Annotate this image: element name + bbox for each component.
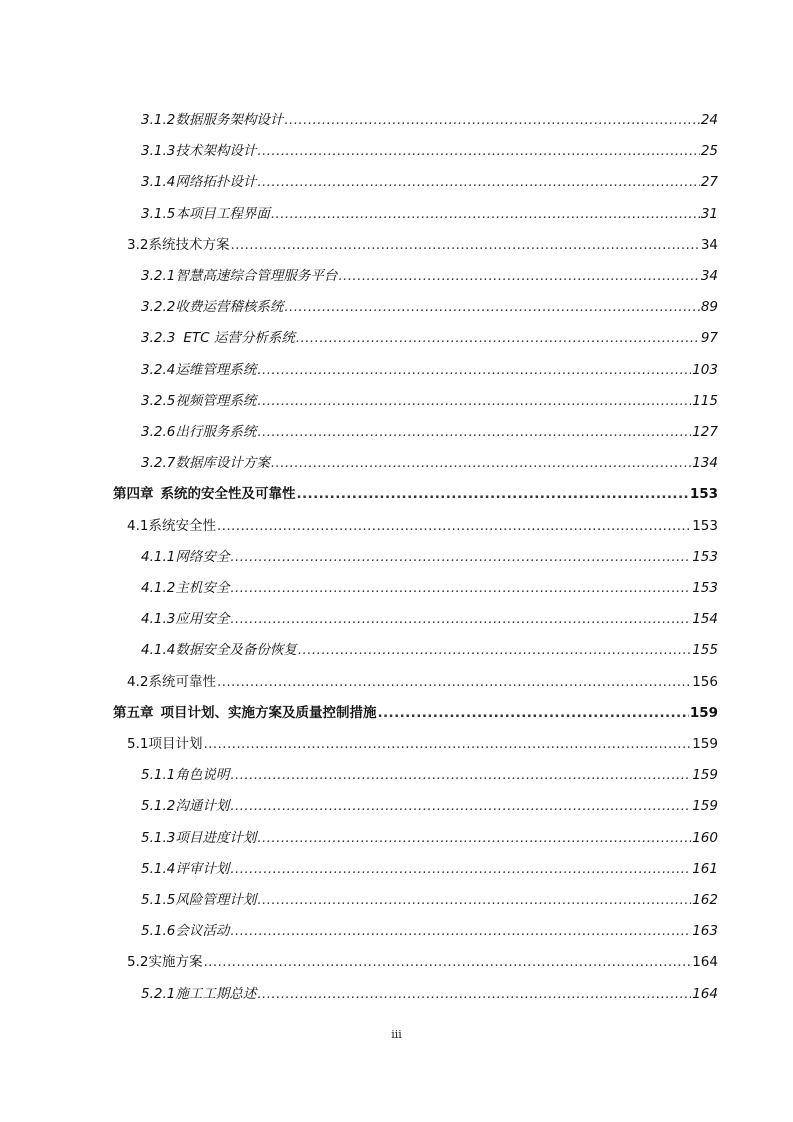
toc-title: 沟通计划 [175, 798, 230, 814]
toc-leader [203, 951, 691, 973]
toc-page: 97 [700, 330, 718, 346]
toc-leader [298, 639, 691, 661]
toc-leader [257, 827, 691, 849]
toc-page: 89 [700, 299, 718, 315]
toc-entry[interactable] [141, 827, 718, 849]
toc-number: 3.2.7 [141, 455, 176, 471]
toc-number: 3.2 [127, 237, 149, 253]
toc-number: 4.2 [127, 674, 149, 690]
toc-entry[interactable] [141, 889, 718, 911]
toc-page: 156 [692, 674, 718, 690]
toc-leader [257, 421, 691, 443]
toc-page: 153 [692, 580, 718, 596]
toc-entry[interactable] [141, 359, 718, 381]
toc-page: 159 [692, 767, 718, 783]
toc-title: 系统可靠性 [148, 674, 216, 690]
toc-entry[interactable] [141, 390, 718, 412]
toc-entry[interactable] [127, 671, 718, 693]
toc-leader [297, 483, 689, 505]
toc-title: 出行服务系统 [175, 424, 257, 440]
toc-leader [257, 983, 691, 1005]
toc-leader [217, 671, 691, 693]
toc-leader [257, 171, 699, 193]
toc-leader [271, 452, 691, 474]
toc-page: 127 [692, 424, 718, 440]
toc-page: 25 [700, 143, 718, 159]
toc-number: 5.1.4 [141, 861, 176, 877]
toc-leader [230, 234, 699, 256]
toc-number: 5.1.5 [141, 892, 176, 908]
toc-page: 160 [692, 830, 718, 846]
toc-number: 5.1.2 [141, 798, 176, 814]
toc-number: 3.2.5 [141, 393, 176, 409]
toc-page: 24 [700, 112, 718, 128]
toc-page: 163 [692, 923, 718, 939]
toc-number: 5.2.1 [141, 986, 176, 1002]
toc-title: 数据库设计方案 [175, 455, 270, 471]
page-number: iii [391, 1028, 402, 1041]
toc-entry[interactable] [127, 951, 718, 973]
toc-page: 159 [692, 736, 718, 752]
toc-page: 159 [692, 798, 718, 814]
toc-title: 视频管理系统 [175, 393, 257, 409]
toc-entry[interactable] [141, 203, 718, 225]
toc-entry[interactable] [141, 140, 718, 162]
toc-number: 3.1.2 [141, 112, 176, 128]
toc-entry[interactable] [141, 452, 718, 474]
toc-leader [257, 390, 691, 412]
toc-title: 运维管理系统 [175, 362, 257, 378]
toc-page: 162 [692, 892, 718, 908]
toc-entry[interactable] [141, 171, 718, 193]
toc-title: 网络拓扑设计 [175, 174, 257, 190]
toc-page: 164 [692, 954, 718, 970]
toc-leader [230, 608, 691, 630]
toc-leader [203, 733, 691, 755]
toc-entry[interactable] [141, 608, 718, 630]
toc-leader [230, 858, 691, 880]
toc-number: 3.1.4 [141, 174, 176, 190]
toc-number: 3.1.3 [141, 143, 176, 159]
toc-entry[interactable] [141, 983, 718, 1005]
toc-page: 154 [692, 611, 718, 627]
toc-page: 34 [700, 237, 718, 253]
toc-number: 5.2 [127, 954, 149, 970]
toc-number: 5.1.6 [141, 923, 176, 939]
toc-number: 5.1 [127, 736, 149, 752]
toc-title: 会议活动 [175, 923, 230, 939]
toc-entry[interactable] [141, 764, 718, 786]
toc-number: 3.1.5 [141, 206, 176, 222]
toc-number: 第五章 [113, 705, 154, 721]
toc-page: 34 [700, 268, 718, 284]
toc-entry[interactable] [127, 234, 718, 256]
toc-leader [257, 140, 699, 162]
toc-entry[interactable] [141, 920, 718, 942]
toc-title: 系统技术方案 [148, 237, 230, 253]
toc-number: 3.2.1 [141, 268, 176, 284]
toc-number: 5.1.3 [141, 830, 176, 846]
toc-entry[interactable] [141, 795, 718, 817]
toc-entry[interactable] [141, 421, 718, 443]
toc-number: 4.1.2 [141, 580, 176, 596]
toc-entry[interactable] [127, 515, 718, 537]
toc-leader [338, 265, 699, 287]
toc-number: 4.1.3 [141, 611, 176, 627]
toc-number: 3.2.6 [141, 424, 176, 440]
toc-page: 153 [692, 518, 718, 534]
toc-title: 系统安全性 [148, 518, 216, 534]
toc-title: 项目计划 [148, 736, 203, 752]
toc-title: 应用安全 [175, 611, 230, 627]
toc-leader [296, 327, 700, 349]
toc-leader [257, 889, 691, 911]
toc-number: 3.2.2 [141, 299, 176, 315]
toc-title: 网络安全 [175, 549, 230, 565]
toc-entry[interactable] [141, 109, 718, 131]
toc-leader [230, 577, 691, 599]
toc-entry[interactable] [141, 858, 718, 880]
toc-title: 数据安全及备份恢复 [175, 642, 297, 658]
toc-leader [230, 920, 691, 942]
toc-leader [257, 359, 691, 381]
toc-entry[interactable] [141, 639, 718, 661]
toc-title: 数据服务架构设计 [175, 112, 284, 128]
toc-page: 27 [700, 174, 718, 190]
toc-page: 161 [692, 861, 718, 877]
toc-leader [271, 203, 700, 225]
toc-page: 153 [692, 549, 718, 565]
toc-page: 115 [692, 393, 718, 409]
toc-number: 4.1.4 [141, 642, 176, 658]
toc-leader [217, 515, 691, 537]
toc-leader [230, 764, 691, 786]
toc-leader [378, 702, 689, 724]
toc-title: 风险管理计划 [175, 892, 257, 908]
toc-title: 施工工期总述 [175, 986, 257, 1002]
toc-title: 本项目工程界面 [175, 206, 270, 222]
toc-title: 系统的安全性及可靠性 [160, 486, 296, 502]
toc-page: 153 [689, 486, 718, 502]
toc-entry[interactable] [141, 296, 718, 318]
toc-page: 31 [700, 206, 718, 222]
toc-title: ETC 运营分析系统 [183, 330, 295, 346]
toc-leader [230, 795, 691, 817]
toc-leader [284, 109, 699, 131]
toc-chapter-entry[interactable] [113, 702, 718, 724]
toc-leader [230, 546, 691, 568]
toc-title: 收费运营稽核系统 [175, 299, 284, 315]
toc-title: 智慧高速综合管理服务平台 [175, 268, 338, 284]
toc-page: 155 [692, 642, 718, 658]
toc-title: 技术架构设计 [175, 143, 257, 159]
toc-entry[interactable] [141, 577, 718, 599]
toc-title: 项目计划、实施方案及质量控制措施 [160, 705, 377, 721]
toc-title: 角色说明 [175, 767, 230, 783]
toc-page: 159 [689, 705, 718, 721]
toc-chapter-entry[interactable] [113, 483, 718, 505]
toc-entry[interactable] [141, 327, 718, 349]
toc-number: 3.2.4 [141, 362, 176, 378]
toc-number: 5.1.1 [141, 767, 176, 783]
toc-number: 3.2.3 [141, 330, 176, 346]
toc-title: 实施方案 [148, 954, 203, 970]
toc-page: 164 [692, 986, 718, 1002]
toc-leader [284, 296, 699, 318]
toc-entry[interactable] [141, 265, 718, 287]
toc-entry[interactable] [141, 546, 718, 568]
toc-number: 4.1.1 [141, 549, 176, 565]
toc-title: 主机安全 [175, 580, 230, 596]
toc-page: 134 [692, 455, 718, 471]
toc-title: 评审计划 [175, 861, 230, 877]
toc-title: 项目进度计划 [175, 830, 257, 846]
toc-number: 第四章 [113, 486, 154, 502]
toc-page: 103 [692, 362, 718, 378]
toc-number: 4.1 [127, 518, 149, 534]
toc-entry[interactable] [127, 733, 718, 755]
